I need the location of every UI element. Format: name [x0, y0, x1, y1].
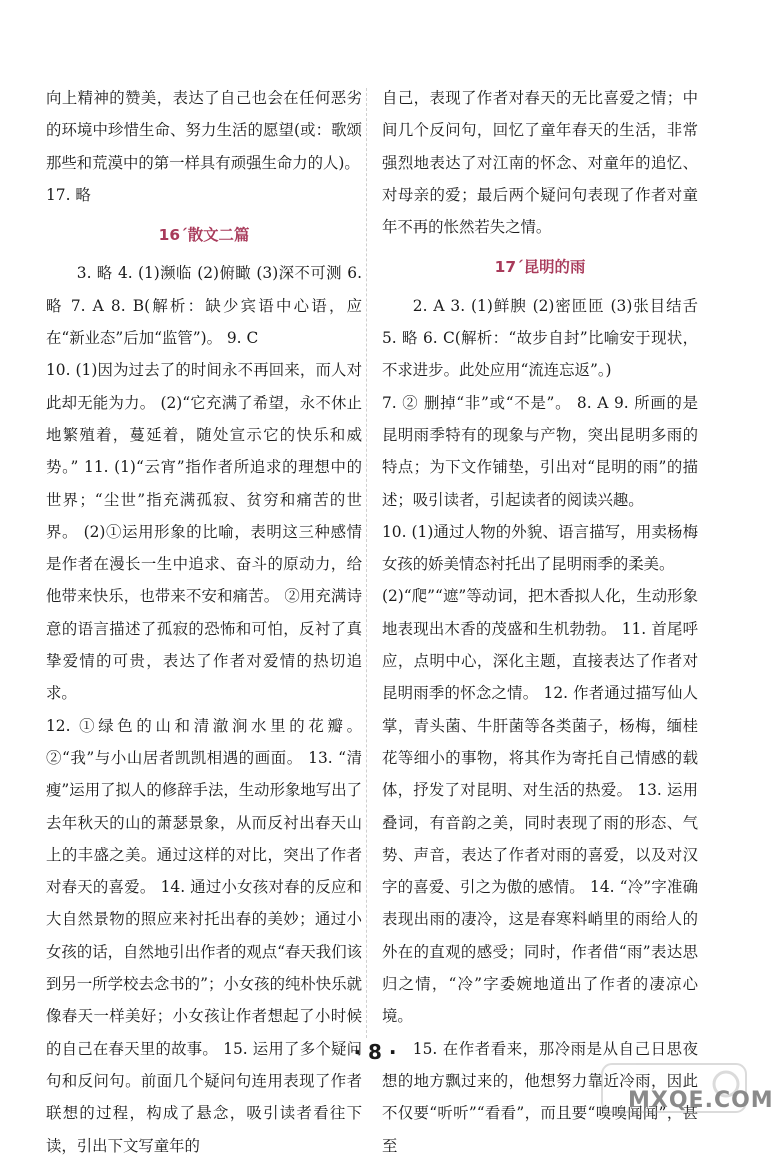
answer-paragraph: 17. 略 [46, 185, 91, 204]
page-number: · 8 · [353, 1040, 397, 1064]
section-heading: 17ˊ昆明的雨 [494, 258, 586, 277]
left-column [46, 82, 362, 1162]
answer-paragraph: 自己，表现了作者对春天的无比喜爱之情；中间几个反问句，回忆了童年春天的生活，非常强烈地表达了对江南的怀念、对童年的追忆、对母亲的爱；最后两个疑问句表现了作者对童年不再的怅然若失之情。 [382, 89, 698, 237]
watermark-text: MXQE.COM [628, 1088, 774, 1113]
answer-paragraph: 7. ② 删掉“非”或“不是”。 8. A 9. 所画的是昆明雨季特有的现象与产物，突出昆明多雨的特点；为下文作铺垫，引出对“昆明的雨”的描述；吸引读者，引起读者的阅读兴趣。 [382, 393, 698, 509]
answer-paragraph: 3. 略 4. (1)濒临 (2)俯瞰 (3)深不可测 6. 略 7. A 8. B(解析：缺少宾语中心语，应在“新业态”后加“监管”)。 9. C [46, 264, 362, 348]
answer-paragraph: 2. A 3. (1)鲜腴 (2)密匝匝 (3)张目结舌 5. 略 6. C(解析：“故步自封”比喻安于现状，不求进步。此处应用“流连忘返”。) [382, 296, 698, 380]
answer-paragraph: 10. (1)因为过去了的时间永不再回来，而人对此却无能为力。 (2)“它充满了希望，永不休止地繁殖着，蔓延着，随处宣示它的快乐和威势。” 11. (1)“云宵”指作者所追求的理想中的世界；“尘世”指充满孤寂、贫穷和痛苦的世界。 (2)①运用形象的比喻，表明这三种感情是作者在漫长一生中追求、奋斗的原动力，给他带来快乐，也带来不安和痛苦。 ②用充满诗意的语言描述了孤寂的恐怖和可怕，反衬了真挚爱情的可贵，表达了作者对爱情的热切追求。 [46, 361, 362, 703]
answer-paragraph: 向上精神的赞美，表达了自己也会在任何恶劣的环境中珍惜生命、努力生活的愿望(或：歌颂那些和荒漠中的第一样具有顽强生命力的人)。 [46, 89, 362, 172]
right-column [382, 82, 698, 1162]
answer-paragraph: (2)“爬”“遮”等动词，把木香拟人化，生动形象地表现出木香的茂盛和生机勃勃。 11. 首尾呼应，点明中心，深化主题，直接表达了作者对昆明雨季的怀念之情。 12. 作者通过描写仙人掌，青头菌、牛肝菌等各类菌子，杨梅，缅桂花等细小的事物，将其作为寄托自己情感的载体，抒发了对昆明、对生活的热爱。 13. 运用叠词，有音韵之美，同时表现了雨的形态、气势、声音，表达了作者对雨的喜爱，以及对汉字的喜爱、引之为傲的感情。 14. “冷”字准确表现出雨的凄冷，这是春寒料峭里的雨给人的外在的直观的感受；同时，作者借“雨”表达思归之情，“冷”字委婉地道出了作者的凄凉心境。 [382, 587, 698, 1026]
answer-paragraph: 15. 在作者看来，那冷雨是从自己日思夜想的地方飘过来的，他想努力靠近冷雨，因此不仅要“听听”“看看”，而且要“嗅嗅闻闻”，甚至 [382, 1039, 698, 1155]
answer-paragraph: 10. (1)通过人物的外貌、语言描写，用卖杨梅女孩的娇美情态衬托出了昆明雨季的柔美。 [382, 522, 698, 574]
answer-paragraph: 12. ①绿色的山和清澈涧水里的花瓣。 ②“我”与小山居者凯凯相遇的画面。 13. “清瘦”运用了拟人的修辞手法，生动形象地写出了去年秋天的山的萧瑟景象，从而反衬出春天山上的丰盛之美。通过这样的对比，突出了作者对春天的喜爱。 14. 通过小女孩对春的反应和大自然景物的照应来衬托出春的美妙；通过小女孩的话，自然地引出作者的观点“春天我们该到另一所学校去念书的”；小女孩的纯朴快乐就像春天一样美好；小女孩让作者想起了小时候的自己在春天里的故事。 15. 运用了多个疑问句和反问句。前面几个疑问句连用表现了作者联想的过程，构成了悬念，吸引读者看往下读，引出下文写童年的 [46, 716, 362, 1155]
section-heading: 16ˊ散文二篇 [158, 226, 250, 245]
column-divider [366, 88, 367, 1038]
